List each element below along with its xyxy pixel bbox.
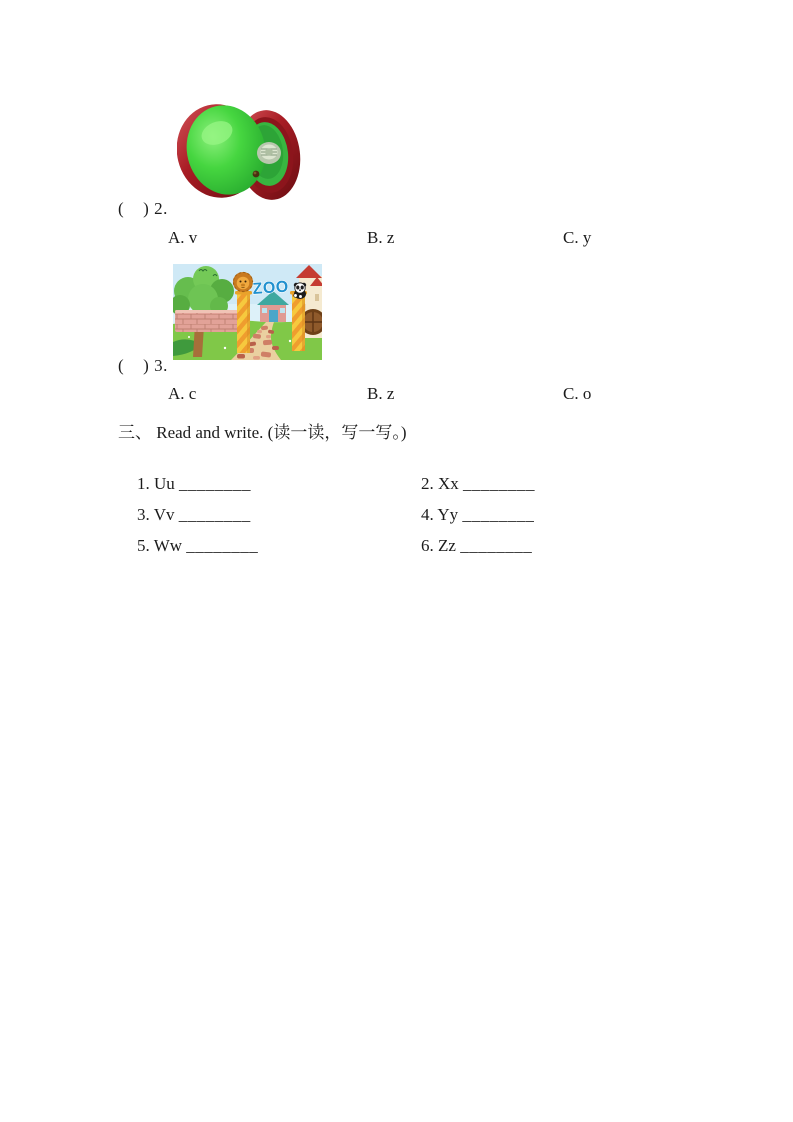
write-item-6-label: 6. Zz — [421, 536, 461, 555]
section-3-heading: 三、 Read and write. (读一读，写一写。) — [118, 423, 407, 442]
question-3-option-c: C. o — [563, 384, 592, 403]
panda-icon — [294, 283, 307, 299]
write-item-5-label: 5. Ww — [137, 536, 187, 555]
write-item-2-blank: ________ — [463, 474, 536, 493]
write-item-3-blank: ________ — [178, 505, 251, 524]
zoo-sign-text: ZOO — [252, 278, 290, 298]
question-3-option-b: B. z — [367, 384, 395, 403]
left-pillar — [235, 291, 252, 353]
write-item-6-blank: ________ — [460, 536, 533, 555]
write-item-3-label: 3. Vv — [137, 505, 179, 524]
yoyo-image — [177, 97, 303, 208]
write-item-6 — [404, 516, 532, 576]
zoo-illustration — [173, 264, 322, 360]
write-item-4-blank: ________ — [462, 505, 535, 524]
write-item-5 — [120, 516, 258, 576]
write-item-1-blank: ________ — [179, 474, 252, 493]
lion-head-icon — [233, 272, 253, 292]
write-item-5-blank: ________ — [186, 536, 259, 555]
question-2-option-b: B. z — [367, 228, 395, 247]
question-2-option-a: A. v — [168, 228, 198, 247]
question-3-number: ( ) 3. — [118, 356, 168, 375]
right-pillar — [290, 291, 307, 351]
write-item-1-label: 1. Uu — [137, 474, 180, 493]
yoyo-illustration — [177, 97, 303, 208]
write-item-4-label: 4. Yy — [421, 505, 463, 524]
write-item-2-label: 2. Xx — [421, 474, 464, 493]
question-2-number: ( ) 2. — [118, 199, 168, 218]
question-3-option-a: A. c — [168, 384, 197, 403]
question-2-option-c: C. y — [563, 228, 592, 247]
zoo-entrance-image — [173, 264, 322, 360]
